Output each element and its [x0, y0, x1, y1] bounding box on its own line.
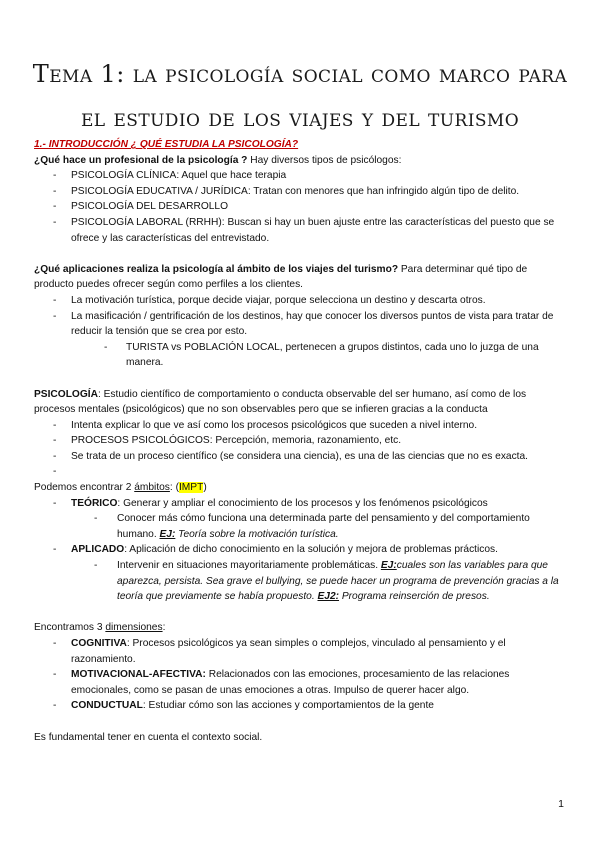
item-label: PSICOLOGÍA CLÍNICA — [71, 170, 177, 182]
question-bold: ¿Qué aplicaciones realiza la psicología al ámbito de los viajes del turismo? — [34, 263, 399, 275]
item-text: Se trata de un proceso científico (se considera una ciencia), es una de las ciencias que no es exacta. — [71, 450, 529, 462]
ambitos-pre: Podemos encontrar 2 — [34, 482, 135, 494]
document-body — [34, 137, 568, 745]
item-text: Relacionados con las emociones, procesamiento de las relaciones emocionales, como se pasan de unas emociones a otras. Impulso de querer hacer algo. — [71, 669, 510, 696]
list-item — [34, 293, 568, 309]
important-highlight: IMPT — [178, 482, 204, 494]
definition-text: : Estudio científico de comportamiento o conducta observable del ser humano, así como de los procesos mentales (psicológicos) que no son observables pero que se infieren gracias a la conducta — [34, 388, 527, 416]
ambitos-post: ) — [203, 482, 207, 494]
item-label: PSICOLOGÍA LABORAL (RRHH) — [71, 216, 222, 228]
item-text: : Tratan con menores que han infringido algún tipo de delito. — [247, 185, 520, 197]
list-item — [34, 215, 568, 246]
sub-list-item — [34, 340, 568, 371]
page-title: Tema 1: la psicología social como marco para el estudio de los viajes y del turismo — [32, 60, 568, 132]
list-item — [34, 449, 568, 465]
question-paragraph — [34, 262, 568, 293]
item-text: Intervenir en situaciones mayoritariamente problemáticas. — [117, 560, 381, 572]
item-text: PROCESOS PSICOLÓGICOS: Percepción, memoria, razonamiento, etc. — [71, 435, 402, 447]
bullet-dash: - — [53, 294, 57, 306]
bullet-dash: - — [53, 497, 57, 509]
example-text: Teoría sobre la motivación turística. — [175, 528, 339, 540]
item-label: COGNITIVA — [71, 638, 127, 649]
dimensions-post: : — [162, 622, 166, 634]
item-text: : Aquel que hace terapia — [176, 170, 287, 182]
bullet-dash: - — [53, 544, 57, 556]
bullet-dash: - — [53, 435, 57, 447]
bullet-dash: - — [53, 201, 57, 213]
bullet-dash: - — [53, 450, 57, 462]
list-item — [34, 184, 568, 200]
question-bold: ¿Qué hace un profesional de la psicología ? — [34, 154, 248, 166]
sub-list-item — [34, 511, 568, 542]
page-number: 1 — [558, 798, 564, 810]
bullet-dash: - — [94, 513, 98, 525]
item-label: APLICADO — [71, 544, 125, 556]
list-item — [34, 667, 568, 698]
item-text: : Estudiar cómo son las acciones y comportamientos de la gente — [142, 700, 434, 712]
ambitos-mid: : ( — [169, 482, 179, 494]
section-heading: 1.- INTRODUCCIÓN ¿ QUÉ ESTUDIA LA PSICOLOGÍA? — [34, 139, 299, 150]
bullet-dash: - — [53, 185, 57, 197]
list-item — [34, 168, 568, 184]
list-item — [34, 309, 568, 340]
dimensions-word: dimensiones — [105, 622, 163, 634]
bullet-dash: - — [53, 466, 57, 478]
list-item — [34, 199, 568, 215]
question-paragraph — [34, 153, 568, 169]
bullet-dash: - — [53, 310, 57, 322]
dimensions-pre: Encontramos 3 — [34, 622, 106, 634]
item-text: : Buscan si hay un buen ajuste entre las características del puesto que se ofrece y las características del entrevistado. — [71, 216, 555, 244]
sub-list-item — [34, 558, 568, 605]
bullet-dash: - — [53, 419, 57, 431]
item-text: : Generar y ampliar el conocimiento de los procesos y los fenómenos psicológicos — [117, 497, 488, 509]
item-text: La masificación / gentrificación de los destinos, hay que conocer los diversos puntos de vista para tratar de reducir la tensión que se crea por esto. — [71, 310, 554, 338]
list-item — [34, 636, 568, 667]
ambitos-paragraph — [34, 480, 568, 496]
definition-term: PSICOLOGÍA — [34, 388, 98, 400]
ambitos-word: ámbitos — [134, 482, 170, 494]
list-item — [34, 418, 568, 434]
closing-paragraph: Es fundamental tener en cuenta el contexto social. — [34, 731, 263, 743]
list-item — [34, 496, 568, 512]
item-text: Intenta explicar lo que ve así como los procesos psicológicos que suceden a nivel interno. — [71, 419, 478, 431]
list-item-empty — [34, 464, 568, 480]
bullet-dash: - — [53, 700, 57, 712]
list-item — [34, 433, 568, 449]
example-label: EJ: — [159, 528, 176, 540]
example-text-2: Programa reinserción de presos. — [339, 591, 490, 603]
list-item — [34, 542, 568, 558]
list-item — [34, 698, 568, 714]
dimensions-paragraph — [34, 620, 568, 636]
item-text: La motivación turística, porque decide viajar, porque selecciona un destino y descarta otros. — [71, 294, 486, 306]
item-text: : Aplicación de dicho conocimiento en la solución y mejora de problemas prácticos. — [124, 544, 498, 556]
bullet-dash: - — [53, 638, 57, 649]
item-text: Conocer más cómo funciona una determinada parte del pensamiento y del comportamiento humano. — [117, 513, 530, 540]
question-text: Hay diversos tipos de psicólogos: — [247, 154, 402, 166]
bullet-dash: - — [104, 341, 108, 353]
example-label-2: EJ2: — [317, 591, 340, 603]
item-label: CONDUCTUAL — [71, 700, 143, 712]
item-label: PSICOLOGÍA EDUCATIVA / JURÍDICA — [71, 185, 248, 197]
example-text: cuales son las variables para que aparezca, persista. Sea grave el bullying, se puede hacer un programa de prevención gracias a la teoría que previamente se había propuesto. — [117, 560, 559, 603]
bullet-dash: - — [53, 669, 57, 681]
definition-paragraph — [34, 387, 568, 418]
example-label: EJ: — [380, 560, 397, 572]
item-label: PSICOLOGÍA DEL DESARROLLO — [71, 201, 229, 213]
item-label: MOTIVACIONAL-AFECTIVA: — [71, 669, 206, 681]
item-text: TURISTA vs POBLACIÓN LOCAL, pertenecen a grupos distintos, cada uno lo juzga de una manera. — [126, 341, 539, 369]
item-text: : Procesos psicológicos ya sean simples o complejos, vinculado al pensamiento y el razonamiento. — [71, 638, 506, 665]
bullet-dash: - — [94, 560, 98, 572]
question-text: Para determinar qué tipo de producto puedes ofrecer según como perfiles a los clientes. — [34, 263, 528, 291]
item-label: TEÓRICO — [71, 497, 118, 509]
bullet-dash: - — [53, 216, 57, 228]
bullet-dash: - — [53, 170, 57, 182]
